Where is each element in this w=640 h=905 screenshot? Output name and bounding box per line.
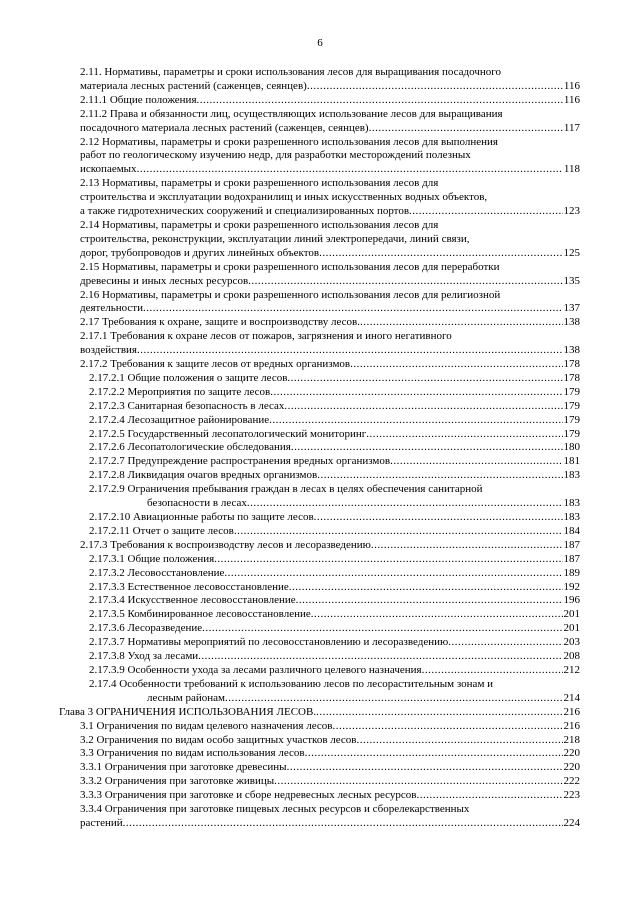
toc-entry (0, 553, 640, 567)
dot-leader (284, 400, 562, 414)
toc-entry (0, 581, 640, 595)
dot-leader (247, 497, 563, 511)
dot-leader (409, 205, 562, 219)
toc-entry-text: 2.17.3 Требования к воспроизводству лесов и лесоразведению (80, 538, 371, 551)
toc-page-number: 138 (563, 344, 580, 357)
toc-entry (0, 706, 640, 720)
toc-entry (0, 761, 640, 775)
toc-page-number: 201 (563, 608, 580, 621)
toc-page-number: 203 (563, 636, 580, 649)
toc-entry (0, 372, 640, 386)
toc-entry-text: материала лесных растений (саженцев, сеянцев) (80, 79, 307, 92)
toc-entry (0, 289, 640, 317)
toc-entry-text: посадочного материала лесных растений (саженцев, сеянцев) (80, 121, 369, 134)
toc-entry-text: лесным районам (147, 691, 226, 704)
dot-leader (270, 386, 562, 400)
toc-page-number: 220 (563, 747, 580, 760)
dot-leader (350, 358, 562, 372)
toc-entry-text: растений (80, 816, 123, 829)
toc-entry (0, 734, 640, 748)
toc-page-number: 223 (563, 789, 580, 802)
toc-entry-text: 2.17.2.10 Авиационные работы по защите лесов (89, 511, 314, 523)
toc-entry-text: безопасности в лесах (147, 497, 247, 510)
dot-leader (248, 275, 562, 289)
toc-page-number: 123 (563, 205, 580, 218)
toc-page-number: 187 (563, 538, 580, 551)
toc-page-number: 189 (563, 566, 580, 579)
toc-entry-text: 2.11.1 Общие положения (80, 93, 197, 106)
dot-leader (366, 428, 562, 442)
toc-page-number: 180 (563, 441, 580, 454)
toc-entry (0, 622, 640, 636)
toc-entry (0, 400, 640, 414)
toc-page-number: 178 (563, 371, 580, 384)
dot-leader (143, 302, 563, 316)
toc-entry-text: 2.17.2.3 Санитарная безопасность в лесах (89, 399, 285, 412)
toc-page-number: 137 (563, 302, 580, 315)
toc-entry-text: 2.12 Нормативы, параметры и сроки разрешенного использования лесов для выполнения (80, 135, 498, 148)
toc-entry (0, 664, 640, 678)
toc-page-number: 196 (563, 594, 580, 607)
toc-entry (0, 525, 640, 539)
toc-entry-text: 2.17.3.2 Лесовосстановление (89, 566, 225, 579)
toc-entry-text: 3.1 Ограничения по видам целевого назначения лесов (80, 719, 333, 732)
toc-entry-text: 2.17.2.5 Государственный лесопатологический мониторинг (89, 427, 367, 440)
dot-leader (289, 581, 563, 595)
dot-leader (224, 567, 562, 581)
toc-entry (0, 636, 640, 650)
toc-entry-text: 2.17 Требования к охране, защите и воспроизводству лесов. (80, 316, 360, 329)
toc-entry-text: а также гидротехнических сооружений и специализированных портов (80, 205, 410, 218)
dot-leader (319, 247, 562, 261)
toc-entry-text: строительства, реконструкции, эксплуатации линий электропередачи, линий связи, (80, 232, 470, 245)
toc-entry-text: 3.3.2 Ограничения при заготовке живицы (80, 775, 275, 788)
toc-page-number: 179 (563, 427, 580, 440)
dot-leader (202, 622, 562, 636)
dot-leader (214, 553, 562, 567)
toc-entry (0, 678, 640, 706)
toc-page-number: 118 (563, 163, 580, 176)
toc-entry-text: 2.17.1 Требования к охране лесов от пожаров, загрязнения и иного негативного (80, 330, 452, 343)
toc-entry (0, 567, 640, 581)
toc-page-number: 222 (563, 775, 580, 788)
dot-leader (287, 761, 563, 775)
toc-entry-text: 2.17.3.3 Естественное лесовосстановление (89, 580, 289, 593)
toc-page-number: 116 (563, 93, 580, 106)
dot-leader (274, 775, 562, 789)
toc-entry-text: 2.17.2.4 Лесозащитное районирование (89, 413, 270, 426)
toc-entry (0, 650, 640, 664)
toc-entry (0, 136, 640, 178)
toc-entry-text: 2.17.3.5 Комбинированное лесовосстановление (89, 608, 311, 621)
dot-leader (291, 441, 563, 455)
toc-entry-text: древесины и иных лесных ресурсов (80, 274, 249, 287)
dot-leader (269, 414, 562, 428)
toc-entry (0, 414, 640, 428)
toc-entry-text: 2.13 Нормативы, параметры и сроки разрешенного использования лесов для (80, 177, 439, 190)
toc-entry (0, 594, 640, 608)
toc-page-number: 179 (563, 385, 580, 398)
dot-leader (307, 80, 563, 94)
toc-entry (0, 455, 640, 469)
toc-entry-text: 3.3.3 Ограничения при заготовке и сборе недревесных лесных ресурсов (80, 789, 417, 802)
toc-page-number: 208 (563, 650, 580, 663)
toc-page-number: 224 (563, 816, 580, 829)
toc-entry-text: 3.3 Ограничения по видам использования лесов (80, 747, 305, 760)
page-number: 6 (317, 37, 323, 49)
toc-page-number: 216 (563, 719, 580, 732)
toc-entry-text: ископаемых (80, 163, 137, 176)
dot-leader (316, 706, 562, 720)
dot-leader (360, 316, 563, 330)
toc-page-number: 183 (563, 469, 580, 482)
toc-page-number: 183 (563, 511, 580, 523)
toc-page-number: 184 (563, 524, 580, 537)
dot-leader (123, 817, 563, 831)
toc-entry (0, 511, 640, 525)
toc-entry-text: 2.14 Нормативы, параметры и сроки разрешенного использования лесов для (80, 218, 439, 231)
dot-leader (314, 511, 563, 525)
dot-leader (317, 469, 562, 483)
dot-leader (371, 539, 563, 553)
toc-page-number: 116 (563, 79, 580, 92)
toc-entry (0, 469, 640, 483)
toc-entry-text: 2.17.2 Требования к защите лесов от вредных организмов (80, 358, 351, 371)
dot-leader (137, 163, 563, 177)
toc-entry-text: 2.17.3.9 Особенности ухода за лесами различного целевого назначения (89, 663, 422, 676)
toc-entry (0, 747, 640, 761)
toc-entry (0, 108, 640, 136)
toc-entry-text: 2.11. Нормативы, параметры и сроки использования лесов для выращивания посадочного (80, 66, 502, 78)
toc-page-number: 181 (563, 455, 580, 468)
toc-entry-text: 3.3.4 Ограничения при заготовке пищевых лесных ресурсов и сборелекарственных (80, 803, 470, 816)
dot-leader (369, 122, 563, 136)
dot-leader (198, 650, 562, 664)
toc-entry-text: деятельности (80, 302, 143, 315)
dot-leader (422, 664, 563, 678)
dot-leader (332, 720, 562, 734)
toc-entry-text: 2.17.3.8 Уход за лесами (89, 650, 199, 663)
toc-page-number: 187 (563, 552, 580, 565)
toc-entry (0, 66, 640, 94)
table-of-contents (0, 66, 640, 831)
toc-page-number: 183 (563, 497, 580, 510)
toc-page-number: 192 (563, 580, 580, 593)
dot-leader (197, 94, 563, 108)
dot-leader (296, 594, 563, 608)
toc-entry-text: 2.17.3.1 Общие положения (89, 552, 215, 565)
toc-entry-text: строительства и эксплуатации водохранилищ и иных искусственных водных объектов, (80, 191, 488, 204)
toc-entry-text: 3.2 Ограничения по видам особо защитных участков лесов (80, 733, 357, 746)
toc-entry (0, 261, 640, 289)
toc-entry (0, 789, 640, 803)
dot-leader (357, 734, 563, 748)
dot-leader (305, 747, 563, 761)
dot-leader (311, 608, 563, 622)
toc-entry-text: 2.17.2.9 Ограничения пребывания граждан в лесах в целях обеспечения санитарной (89, 483, 483, 496)
toc-entry (0, 803, 640, 831)
toc-entry-text: 2.11.2 Права и обязанности лиц, осуществляющих использование лесов для выращивания (80, 107, 503, 120)
dot-leader (137, 344, 563, 358)
dot-leader (416, 789, 562, 803)
toc-page-number: 201 (563, 622, 580, 635)
toc-entry (0, 316, 640, 330)
toc-page-number: 218 (563, 733, 580, 746)
toc-entry (0, 330, 640, 358)
toc-entry-text: Глава 3 ОГРАНИЧЕНИЯ ИСПОЛЬЗОВАНИЯ ЛЕСОВ. (59, 705, 317, 718)
toc-entry-text: 2.17.2.1 Общие положения о защите лесов (89, 371, 288, 384)
toc-entry (0, 386, 640, 400)
toc-page-number: 179 (563, 399, 580, 412)
toc-page-number: 178 (563, 358, 580, 371)
toc-entry (0, 177, 640, 219)
toc-page-number: 214 (563, 691, 580, 704)
toc-page-number: 212 (563, 663, 580, 676)
toc-entry-text: 2.17.3.7 Нормативы мероприятий по лесовосстановлению и лесоразведению (89, 636, 449, 649)
toc-entry (0, 94, 640, 108)
toc-entry-text: 2.17.4 Особенности требований к использованию лесов по лесорастительным зонам и (89, 677, 494, 690)
toc-entry-text: дорог, трубопроводов и других линейных объектов (80, 246, 320, 259)
dot-leader (225, 692, 562, 706)
toc-entry (0, 608, 640, 622)
dot-leader (448, 636, 562, 650)
toc-entry (0, 358, 640, 372)
dot-leader (390, 455, 562, 469)
toc-page-number: 216 (563, 705, 580, 718)
toc-entry-text: 2.17.3.4 Искусственное лесовосстановление (89, 594, 296, 607)
toc-entry (0, 539, 640, 553)
toc-entry-text: 2.16 Нормативы, параметры и сроки разрешенного использования лесов для религиозной (80, 288, 501, 301)
toc-entry-text: 2.17.2.11 Отчет о защите лесов (89, 524, 234, 537)
toc-entry-text: 2.17.2.7 Предупреждение распространения вредных организмов (89, 455, 391, 468)
toc-page-number: 220 (563, 761, 580, 774)
toc-entry-text: 2.17.2.2 Мероприятия по защите лесов (89, 385, 271, 398)
dot-leader (234, 525, 563, 539)
toc-page-number: 138 (563, 316, 580, 329)
toc-entry (0, 219, 640, 261)
toc-entry-text: воздействия (80, 344, 137, 357)
toc-entry-text: 2.17.2.6 Лесопатологические обследования (89, 441, 291, 454)
toc-entry (0, 441, 640, 455)
toc-page-number: 179 (563, 413, 580, 426)
toc-entry (0, 428, 640, 442)
toc-page-number: 135 (563, 274, 580, 287)
toc-entry-text: работ по геологическому изучению недр, для разработки месторождений полезных (80, 149, 471, 162)
toc-entry (0, 775, 640, 789)
toc-entry (0, 720, 640, 734)
dot-leader (287, 372, 562, 386)
toc-entry (0, 483, 640, 511)
toc-entry-text: 2.15 Нормативы, параметры и сроки разрешенного использования лесов для переработки (80, 260, 500, 273)
toc-entry-text: 2.17.3.6 Лесоразведение (89, 622, 203, 635)
toc-entry-text: 2.17.2.8 Ликвидация очагов вредных организмов (89, 469, 318, 482)
toc-entry-text: 3.3.1 Ограничения при заготовке древесины (80, 761, 287, 774)
toc-page-number: 125 (563, 246, 580, 259)
toc-page-number: 117 (563, 121, 580, 134)
